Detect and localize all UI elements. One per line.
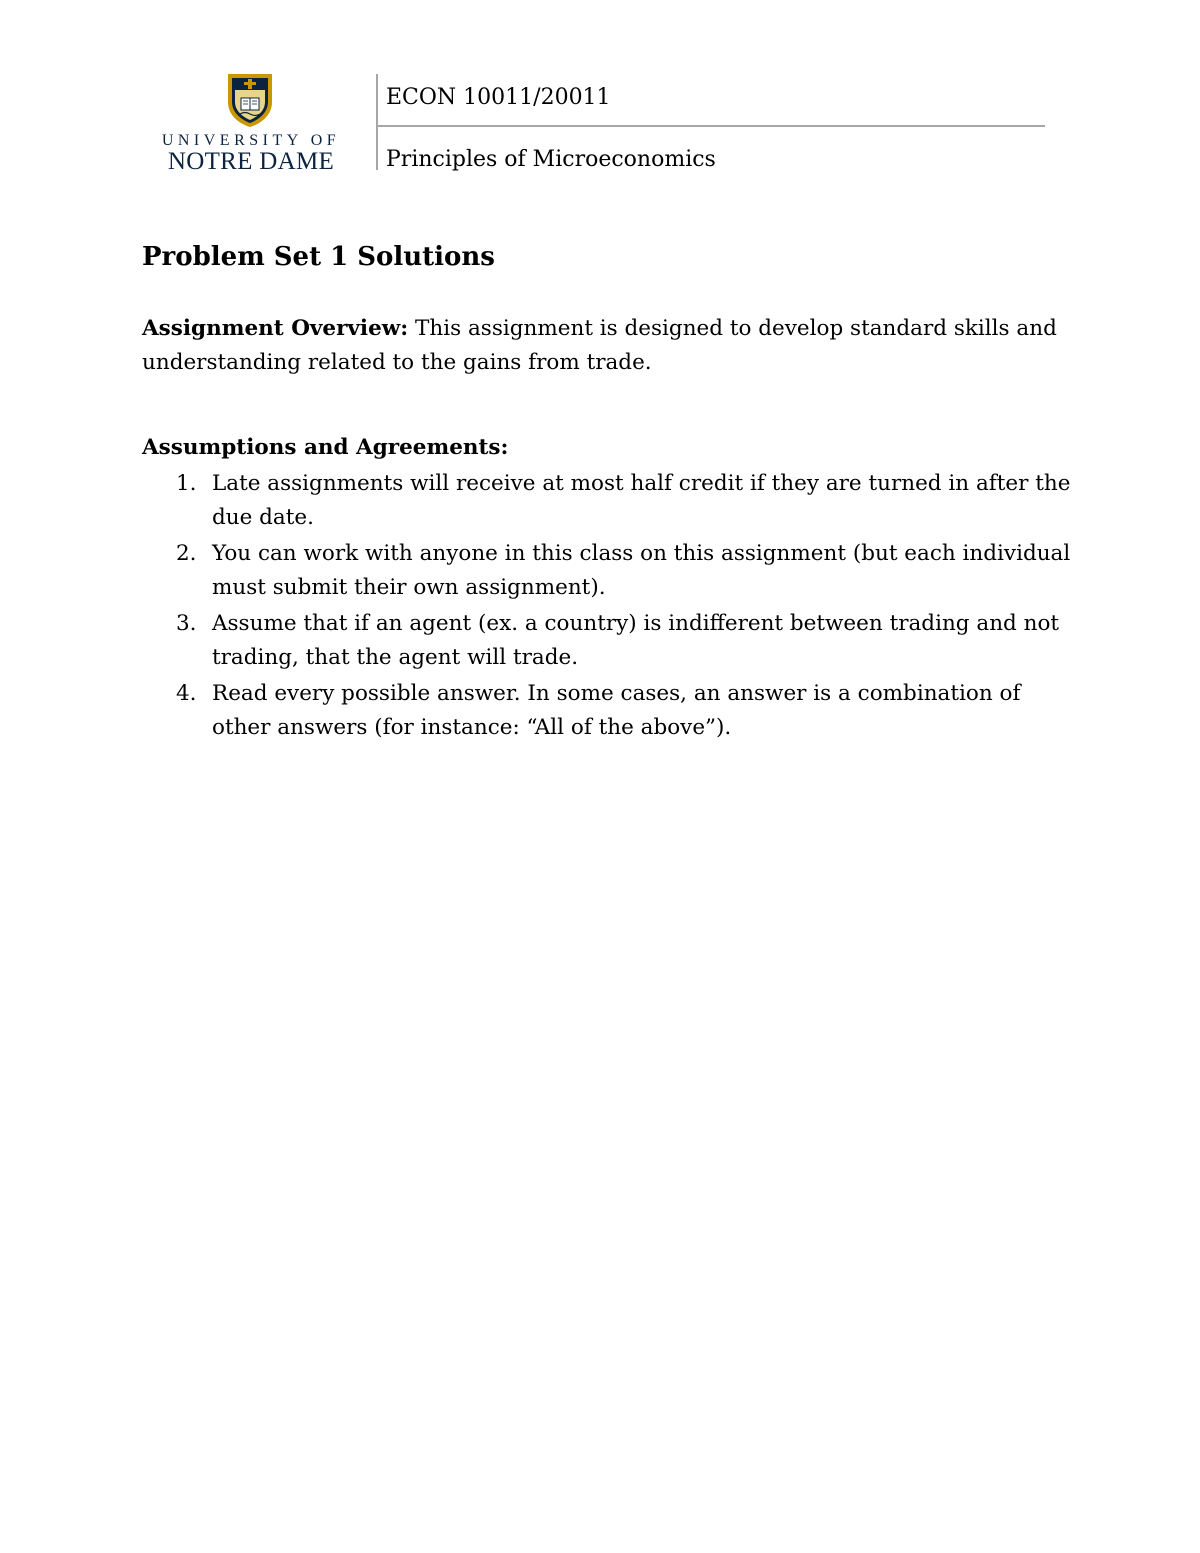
list-item-text: You can work with anyone in this class on this assignment (but each individual must submit their own assignment). xyxy=(212,541,1071,600)
list-item xyxy=(142,677,1072,745)
list-item xyxy=(142,537,1072,605)
overview-label: Assignment Overview: xyxy=(142,316,409,341)
list-item-number: 4. xyxy=(176,681,197,706)
university-logo xyxy=(156,72,346,174)
list-item-number: 2. xyxy=(176,541,197,566)
course-name: Principles of Microeconomics xyxy=(386,147,716,172)
header-horizontal-divider xyxy=(378,125,1045,127)
logo-wordmark-top: UNIVERSITY OF xyxy=(161,132,341,149)
document-title: Problem Set 1 Solutions xyxy=(142,242,495,272)
overview-text: This assignment is designed to develop standard skills and understanding related to the gains from trade. xyxy=(142,316,1057,375)
list-item xyxy=(142,467,1072,535)
header-vertical-divider xyxy=(376,74,378,170)
assumptions-list xyxy=(142,467,1072,747)
list-item-text: Late assignments will receive at most half credit if they are turned in after the due date. xyxy=(212,471,1071,530)
list-item-text: Assume that if an agent (ex. a country) is indifferent between trading and not trading, that the agent will trade. xyxy=(212,611,1060,670)
crest-shield-icon xyxy=(226,72,274,128)
list-item xyxy=(142,607,1072,675)
course-code: ECON 10011/20011 xyxy=(386,85,611,110)
list-item-text: Read every possible answer. In some cases, an answer is a combination of other answers (for instance: “All of the above”). xyxy=(212,681,1021,740)
list-item-number: 1. xyxy=(176,471,197,496)
list-item-number: 3. xyxy=(176,611,197,636)
logo-wordmark-bottom: NOTRE DAME xyxy=(167,148,335,175)
assignment-overview xyxy=(142,312,1072,380)
assumptions-heading: Assumptions and Agreements: xyxy=(142,435,509,460)
